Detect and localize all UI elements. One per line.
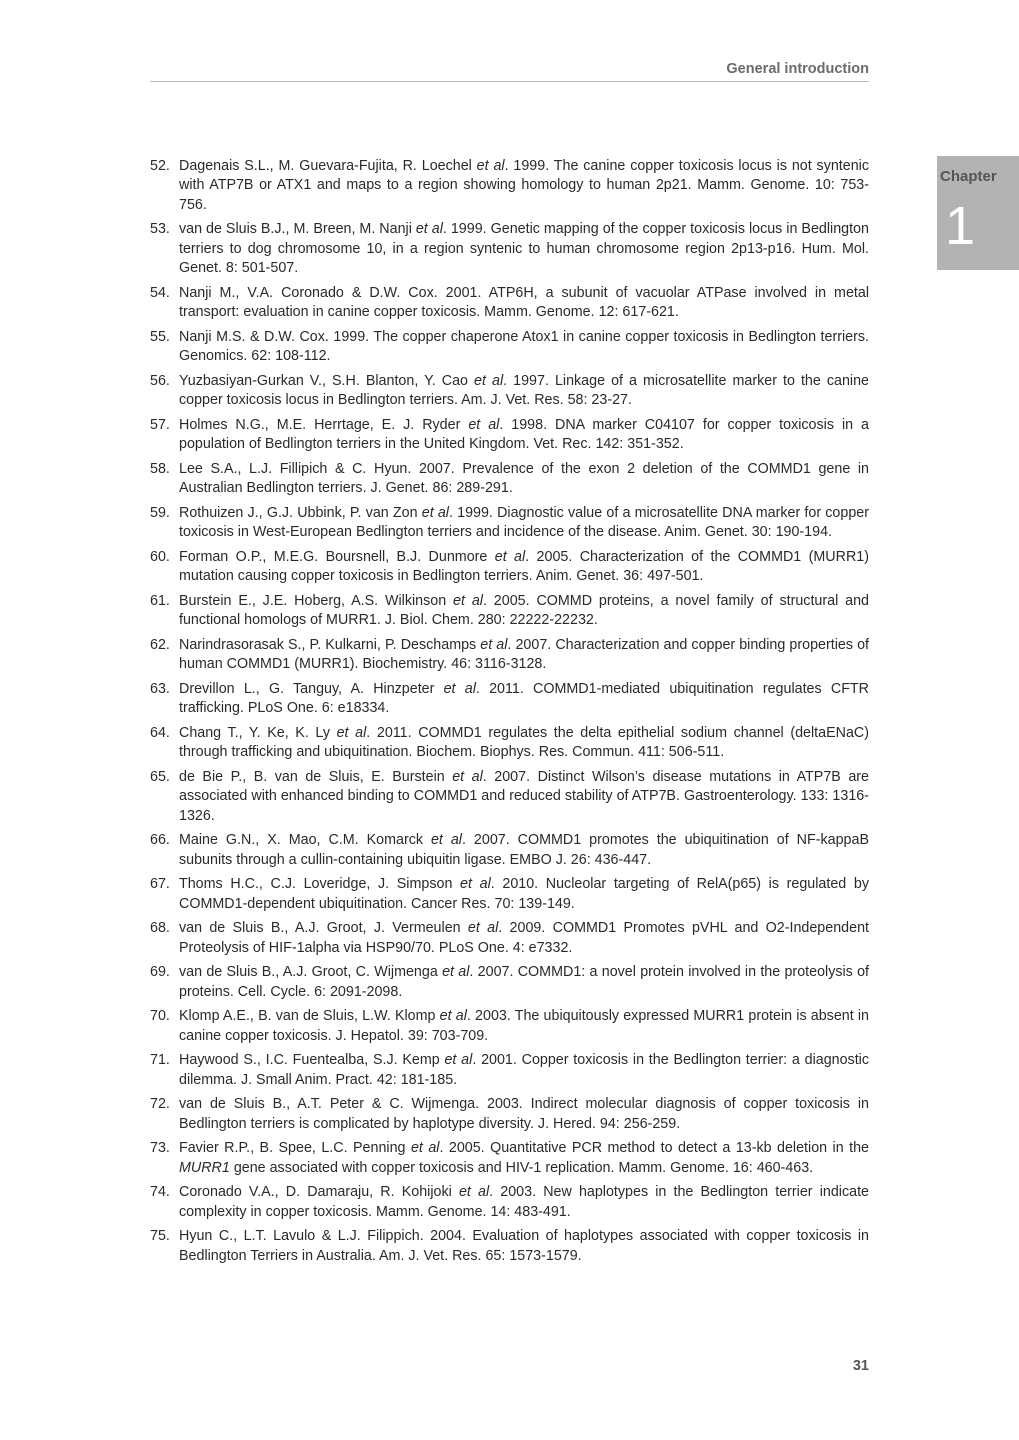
- reference-item: [150, 328, 869, 367]
- reference-text: [179, 920, 869, 955]
- reference-italic: et al: [444, 1052, 473, 1069]
- chapter-label: Chapter: [940, 168, 997, 185]
- reference-italic: et al: [453, 592, 483, 609]
- reference-italic: et al: [476, 158, 505, 174]
- reference-segment: Maine G.N., X. Mao, C.M. Komarck: [179, 832, 431, 849]
- reference-segment: Thoms H.C., C.J. Loveridge, J. Simpson: [179, 876, 461, 893]
- reference-segment: Coronado V.A., D. Damaraju, R. Kohijoki: [179, 1184, 459, 1201]
- reference-text: [179, 417, 869, 452]
- reference-italic: et al: [460, 876, 491, 893]
- reference-item: [150, 1183, 869, 1222]
- reference-number: 73.: [150, 1140, 170, 1157]
- header-divider: [150, 81, 869, 82]
- reference-text: [179, 832, 869, 867]
- reference-segment: Rothuizen J., G.J. Ubbink, P. van Zon: [179, 504, 422, 521]
- reference-segment: de Bie P., B. van de Sluis, E. Burstein: [179, 768, 453, 785]
- reference-segment: van de Sluis B., A.J. Groot, C. Wijmenga: [179, 964, 443, 981]
- reference-segment: Favier R.P., B. Spee, L.C. Penning: [179, 1140, 411, 1157]
- reference-italic: et al: [468, 416, 500, 433]
- reference-text: [179, 373, 869, 408]
- reference-segment: . 2003. The ubiquitously expressed MURR1 protein is absent in canine copper toxicosis. J. Hepatol. 39: 703-709.: [179, 1008, 869, 1044]
- reference-number: 59.: [150, 504, 170, 521]
- running-header-title: General introduction: [726, 61, 869, 77]
- reference-text: [179, 461, 869, 496]
- reference-number: 57.: [150, 416, 170, 433]
- reference-number: 61.: [150, 592, 170, 609]
- reference-number: 65.: [150, 768, 170, 785]
- reference-segment: Drevillon L., G. Tanguy, A. Hinzpeter: [179, 680, 444, 697]
- reference-item: [150, 1139, 869, 1178]
- reference-italic: et al: [474, 372, 504, 389]
- reference-text: [179, 1096, 869, 1131]
- reference-item: [150, 831, 869, 870]
- reference-text: [179, 681, 869, 716]
- reference-segment: Klomp A.E., B. van de Sluis, L.W. Klomp: [179, 1008, 440, 1025]
- reference-text: [179, 1052, 869, 1087]
- reference-number: 55.: [150, 328, 170, 345]
- chapter-number: 1: [945, 196, 976, 256]
- reference-item: [150, 768, 869, 826]
- reference-text: [179, 221, 869, 276]
- reference-segment: Nanji M., V.A. Coronado & D.W. Cox. 2001. ATP6H, a subunit of vacuolar ATPase involved in metal transport: evaluation in canine copper toxicosis. Mamm. Genome. 12: 617-621.: [179, 284, 869, 321]
- reference-segment: Hyun C., L.T. Lavulo & L.J. Filippich. 2004. Evaluation of haplotypes associated with copper toxicosis in Bedlington Terriers in Australia. Am. J. Vet. Res. 65: 1573-1579.: [179, 1228, 869, 1264]
- reference-item: [150, 504, 869, 543]
- reference-segment: . 2007. COMMD1: a novel protein involved in the proteolysis of proteins. Cell. Cycle. 6: 2091-2098.: [179, 964, 870, 1000]
- reference-segment: . 2005. Characterization of the COMMD1 (MURR1) mutation causing copper toxicosis in Bedlington terriers. Anim. Genet. 36: 497-501.: [179, 548, 869, 585]
- reference-item: [150, 1007, 869, 1046]
- reference-segment: . 2007. Characterization and copper binding properties of human COMMD1 (MURR1). Biochemistry. 46: 3116-3128.: [179, 636, 869, 673]
- reference-item: [150, 724, 869, 763]
- reference-segment: . 2003. New haplotypes in the Bedlington terrier indicate complexity in copper toxicosis. Mamm. Genome. 14: 483-491.: [179, 1184, 869, 1220]
- reference-segment: Yuzbasiyan-Gurkan V., S.H. Blanton, Y. Cao: [179, 372, 475, 389]
- reference-text: [179, 285, 869, 320]
- reference-segment: van de Sluis B.J., M. Breen, M. Nanji: [179, 221, 416, 238]
- reference-italic: et al: [494, 548, 526, 565]
- reference-item: [150, 372, 869, 411]
- reference-number: 72.: [150, 1096, 170, 1113]
- reference-italic: et al: [452, 768, 483, 785]
- reference-number: 67.: [150, 876, 170, 893]
- reference-segment: . 2007. Distinct Wilson’s disease mutations in ATP7B are associated with enhanced binding to COMMD1 and reduced stability of ATP7B. Gastroenterology. 133: 1316-1326.: [179, 768, 869, 824]
- reference-italic: et al: [439, 1008, 467, 1025]
- reference-segment: . 2005. Quantitative PCR method to detect a 13-kb deletion in the: [439, 1140, 870, 1157]
- reference-item: [150, 157, 869, 215]
- reference-segment: Burstein E., J.E. Hoberg, A.S. Wilkinson: [179, 592, 454, 609]
- reference-number: 56.: [150, 372, 170, 389]
- reference-text: [179, 769, 869, 824]
- reference-segment: . 2010. Nucleolar targeting of RelA(p65) is regulated by COMMD1-dependent ubiquitination. Cancer Res. 70: 139-149.: [179, 876, 869, 912]
- reference-number: 75.: [150, 1228, 170, 1245]
- reference-italic: et al: [421, 504, 449, 521]
- reference-item: [150, 875, 869, 914]
- reference-number: 60.: [150, 548, 170, 565]
- reference-item: [150, 680, 869, 719]
- reference-item: [150, 548, 869, 587]
- reference-italic: et al: [430, 832, 462, 849]
- reference-text: [179, 1140, 869, 1175]
- reference-segment: Holmes N.G., M.E. Herrtage, E. J. Ryder: [179, 416, 469, 433]
- reference-number: 66.: [150, 832, 170, 849]
- reference-segment: . 2005. COMMD proteins, a novel family of structural and functional homologs of MURR1. J. Biol. Chem. 280: 22222-22232.: [179, 592, 869, 629]
- reference-item: [150, 460, 869, 499]
- reference-item: [150, 592, 869, 631]
- reference-item: [150, 1095, 869, 1134]
- reference-number: 62.: [150, 636, 170, 653]
- reference-segment: Haywood S., I.C. Fuentealba, S.J. Kemp: [179, 1052, 445, 1069]
- reference-italic: MURR1: [179, 1159, 230, 1176]
- reference-segment: . 1999. The canine copper toxicosis locus is not syntenic with ATP7B or ATX1 and maps to a region showing homology to human 2p21. Mamm. Genome. 10: 753-756.: [179, 158, 869, 213]
- reference-number: 74.: [150, 1184, 170, 1201]
- reference-item: [150, 636, 869, 675]
- reference-item: [150, 963, 869, 1002]
- reference-segment: van de Sluis B., A.T. Peter & C. Wijmenga. 2003. Indirect molecular diagnosis of copper toxicosis in Bedlington terriers is complicated by haplotype diversity. J. Hered. 94: 256-259.: [179, 1096, 869, 1132]
- reference-segment: . 2009. COMMD1 Promotes pVHL and O2-Independent Proteolysis of HIF-1alpha via HSP90/70. PLoS One. 4: e7332.: [179, 920, 869, 956]
- reference-number: 70.: [150, 1008, 170, 1025]
- reference-text: [179, 876, 869, 911]
- reference-text: [179, 1008, 869, 1043]
- reference-item: [150, 284, 869, 323]
- reference-number: 54.: [150, 284, 170, 301]
- reference-segment: . 2011. COMMD1 regulates the delta epithelial sodium channel (deltaENaC) through trafficking and ubiquitination. Biochem. Biophys. Res. Commun. 411: 506-511.: [179, 724, 869, 761]
- reference-segment: . 2011. COMMD1-mediated ubiquitination regulates CFTR trafficking. PLoS One. 6: e18334.: [179, 680, 869, 717]
- reference-text: [179, 505, 869, 540]
- chapter-tab: [937, 156, 1019, 270]
- reference-segment: Forman O.P., M.E.G. Boursnell, B.J. Dunmore: [179, 548, 495, 565]
- reference-item: [150, 220, 869, 278]
- page-number: 31: [852, 1358, 869, 1374]
- reference-segment: . 1999. Diagnostic value of a microsatellite DNA marker for copper toxicosis in West-European Bedlington terriers and incidence of the disease. Anim. Genet. 30: 190-194.: [179, 504, 869, 541]
- reference-text: [179, 964, 869, 999]
- reference-italic: et al: [410, 1140, 440, 1157]
- reference-segment: Narindrasorasak S., P. Kulkarni, P. Deschamps: [179, 636, 481, 653]
- reference-item: [150, 919, 869, 958]
- reference-segment: Chang T., Y. Ke, K. Ly: [179, 724, 337, 741]
- reference-text: [179, 593, 869, 628]
- reference-text: [179, 1228, 869, 1263]
- reference-segment: van de Sluis B., A.J. Groot, J. Vermeulen: [179, 920, 468, 937]
- reference-italic: et al: [443, 680, 476, 697]
- reference-segment: . 2007. COMMD1 promotes the ubiquitination of NF-kappaB subunits through a cullin-containing ubiquitin ligase. EMBO J. 26: 436-447.: [179, 832, 869, 868]
- reference-segment: Lee S.A., L.J. Fillipich & C. Hyun. 2007. Prevalence of the exon 2 deletion of the COMMD1 gene in Australian Bedlington terriers. J. Genet. 86: 289-291.: [179, 460, 869, 497]
- reference-italic: et al: [442, 964, 470, 981]
- reference-italic: et al: [336, 724, 367, 741]
- reference-segment: . 2001. Copper toxicosis in the Bedlington terrier: a diagnostic dilemma. J. Small Anim. Pract. 42: 181-185.: [179, 1052, 869, 1088]
- reference-segment: . 1998. DNA marker C04107 for copper toxicosis in a population of Bedlington terriers in the United Kingdom. Vet. Rec. 142: 351-352.: [179, 416, 869, 453]
- reference-number: 68.: [150, 920, 170, 937]
- reference-number: 69.: [150, 964, 170, 981]
- reference-list: [150, 157, 869, 1271]
- reference-item: [150, 1051, 869, 1090]
- reference-text: [179, 1184, 869, 1219]
- reference-segment: gene associated with copper toxicosis and HIV-1 replication. Mamm. Genome. 16: 460-463.: [229, 1159, 814, 1176]
- reference-item: [150, 1227, 869, 1266]
- reference-text: [179, 158, 869, 213]
- reference-item: [150, 416, 869, 455]
- reference-segment: . 1997. Linkage of a microsatellite marker to the canine copper toxicosis locus in Bedlington terriers. Am. J. Vet. Res. 58: 23-27.: [179, 372, 869, 409]
- reference-text: [179, 725, 869, 760]
- reference-segment: . 1999. Genetic mapping of the copper toxicosis locus in Bedlington terriers to dog chromosome 10, in a region syntenic to human chromosome region 2p13-p16. Hum. Mol. Genet. 8: 501-507.: [179, 221, 869, 277]
- reference-number: 53.: [150, 221, 170, 238]
- reference-text: [179, 637, 869, 672]
- reference-italic: et al: [458, 1184, 490, 1201]
- reference-number: 63.: [150, 680, 170, 697]
- reference-text: [179, 329, 869, 364]
- reference-segment: Dagenais S.L., M. Guevara-Fujita, R. Loechel: [179, 158, 477, 174]
- reference-italic: et al: [467, 920, 499, 937]
- reference-number: 52.: [150, 158, 170, 174]
- reference-number: 58.: [150, 460, 170, 477]
- reference-text: [179, 549, 869, 584]
- reference-number: 71.: [150, 1052, 170, 1069]
- reference-italic: et al: [415, 221, 443, 238]
- reference-segment: Nanji M.S. & D.W. Cox. 1999. The copper chaperone Atox1 in canine copper toxicosis in Bedlington terriers. Genomics. 62: 108-112.: [179, 328, 869, 365]
- reference-italic: et al: [480, 636, 508, 653]
- reference-number: 64.: [150, 724, 170, 741]
